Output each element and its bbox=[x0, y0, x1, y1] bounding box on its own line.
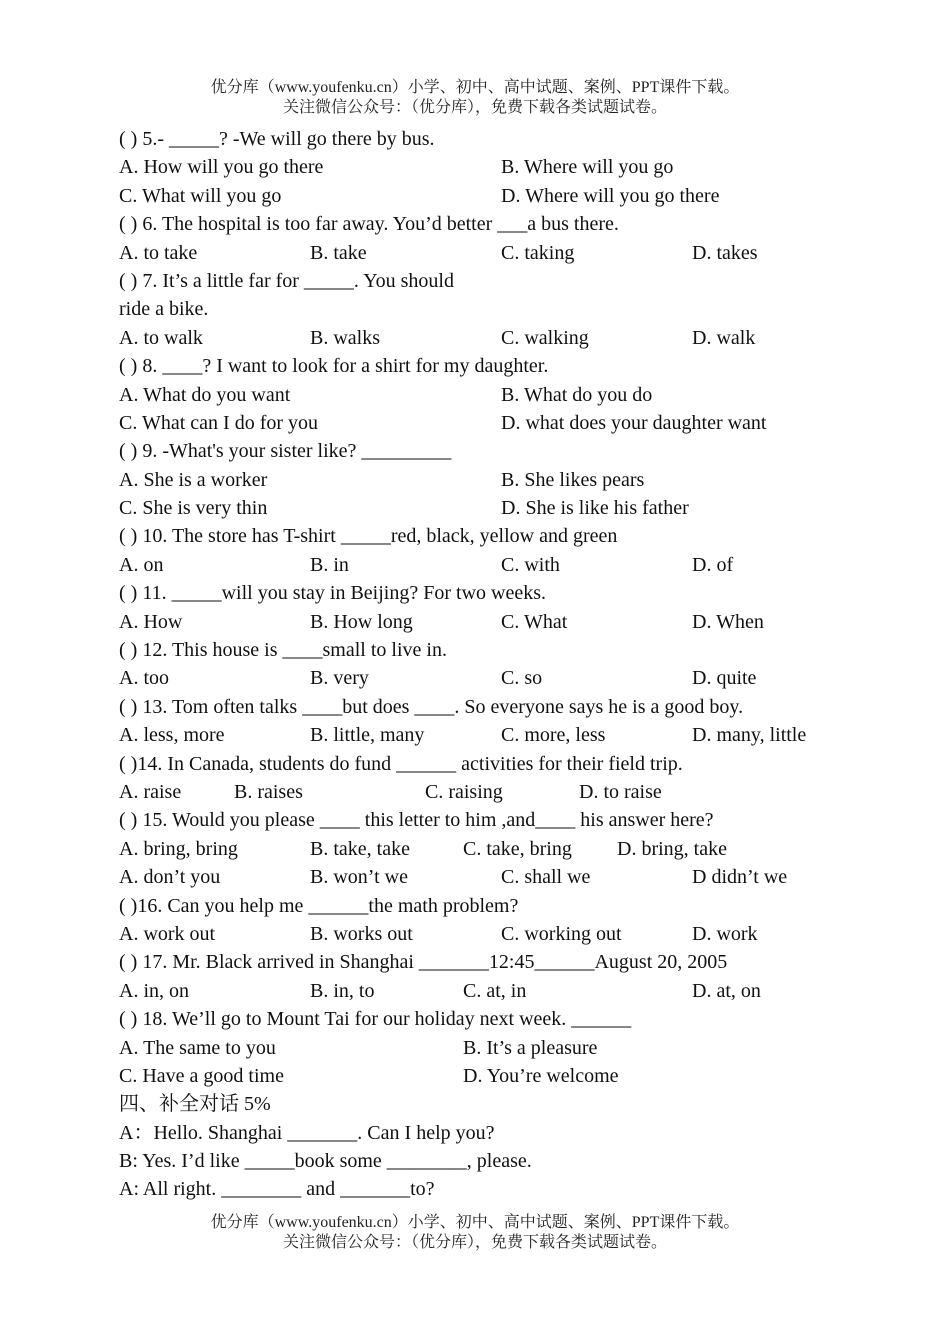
option-b: B. How long bbox=[310, 610, 413, 633]
option-c: C. more, less bbox=[501, 724, 606, 747]
q11-options bbox=[119, 608, 839, 636]
option-b: B. She likes pears bbox=[501, 468, 645, 491]
q18-options-ab bbox=[119, 1034, 839, 1062]
line-text: ( ) 8. ____? I want to look for a shirt for my daughter. bbox=[119, 355, 549, 378]
option-b: D. You’re welcome bbox=[463, 1064, 619, 1087]
option-a: A. How will you go there bbox=[119, 156, 324, 179]
option-b: B. works out bbox=[310, 922, 413, 945]
line-text: ( )16. Can you help me ______the math problem? bbox=[119, 894, 519, 917]
dialog-line-2 bbox=[119, 1147, 839, 1175]
q8-options-cd bbox=[119, 409, 839, 437]
option-c: C. shall we bbox=[501, 866, 591, 889]
q11-stem bbox=[119, 579, 839, 607]
q17-options bbox=[119, 977, 839, 1005]
option-c: C. raising bbox=[425, 780, 503, 803]
page-footer bbox=[0, 1213, 950, 1253]
option-c: C. What bbox=[501, 610, 568, 633]
option-b: B. What do you do bbox=[501, 383, 653, 406]
option-c: C. taking bbox=[501, 241, 575, 264]
option-a: A. too bbox=[119, 667, 169, 690]
q9-options-cd bbox=[119, 494, 839, 522]
line-text: ( ) 12. This house is ____small to live in. bbox=[119, 639, 447, 662]
option-b: D. She is like his father bbox=[501, 497, 689, 520]
line-text: ride a bike. bbox=[119, 298, 209, 321]
q17-stem bbox=[119, 948, 839, 976]
option-c: C. walking bbox=[501, 326, 589, 349]
option-a: C. She is very thin bbox=[119, 497, 268, 520]
option-c: C. so bbox=[501, 667, 543, 690]
option-a: A. to walk bbox=[119, 326, 203, 349]
line-text: ( ) 15. Would you please ____ this letter to him ,and____ his answer here? bbox=[119, 809, 714, 832]
option-b: B. raises bbox=[234, 780, 303, 803]
option-b: D. what does your daughter want bbox=[501, 411, 767, 434]
q14-options bbox=[119, 778, 839, 806]
q9-options-ab bbox=[119, 466, 839, 494]
footer-line-1: 优分库（www.youfenku.cn）小学、初中、高中试题、案例、PPT课件下载。 bbox=[210, 1214, 740, 1231]
option-b: B. in, to bbox=[310, 979, 375, 1002]
option-a: A. in, on bbox=[119, 979, 189, 1002]
option-d: D. of bbox=[692, 553, 734, 576]
q18-stem bbox=[119, 1005, 839, 1033]
q7-stem-cont bbox=[119, 295, 839, 323]
option-a: A. to take bbox=[119, 241, 198, 264]
option-a: A. She is a worker bbox=[119, 468, 268, 491]
option-d: D. at, on bbox=[692, 979, 761, 1002]
section4-heading bbox=[119, 1090, 839, 1118]
line-text: A：Hello. Shanghai _______. Can I help you? bbox=[119, 1121, 495, 1144]
option-a: A. don’t you bbox=[119, 866, 221, 889]
option-b: B. very bbox=[310, 667, 369, 690]
line-text: ( ) 7. It’s a little far for _____. You should bbox=[119, 269, 454, 292]
option-a: C. Have a good time bbox=[119, 1064, 284, 1087]
option-d: D. to raise bbox=[579, 780, 662, 803]
extra-options bbox=[119, 863, 839, 891]
option-a: A. The same to you bbox=[119, 1036, 276, 1059]
line-text: ( ) 9. -What's your sister like? _________ bbox=[119, 440, 452, 463]
footer-line-2: 关注微信公众号：（优分库），免费下载各类试题试卷。 bbox=[282, 1234, 667, 1251]
line-text: ( ) 13. Tom often talks ____but does ____. So everyone says he is a good boy. bbox=[119, 695, 744, 718]
q16-stem bbox=[119, 892, 839, 920]
option-d: D. quite bbox=[692, 667, 757, 690]
option-d: D. When bbox=[692, 610, 764, 633]
q5-stem bbox=[119, 125, 839, 153]
option-d: D. bring, take bbox=[617, 837, 727, 860]
option-c: C. take, bring bbox=[463, 837, 572, 860]
option-b: B. walks bbox=[310, 326, 380, 349]
line-text: ( ) 10. The store has T-shirt _____red, black, yellow and green bbox=[119, 525, 618, 548]
option-a: A. bring, bring bbox=[119, 837, 238, 860]
q15-options bbox=[119, 835, 839, 863]
option-b: B. won’t we bbox=[310, 866, 408, 889]
worksheet-body bbox=[119, 125, 839, 1204]
page-header bbox=[0, 78, 950, 118]
q15-stem bbox=[119, 806, 839, 834]
option-a: A. raise bbox=[119, 780, 182, 803]
q7-options bbox=[119, 324, 839, 352]
line-text: A: All right. ________ and _______to? bbox=[119, 1178, 435, 1201]
option-b: D. Where will you go there bbox=[501, 184, 720, 207]
option-d: D. many, little bbox=[692, 724, 807, 747]
q12-stem bbox=[119, 636, 839, 664]
option-c: C. at, in bbox=[463, 979, 527, 1002]
q16-options bbox=[119, 920, 839, 948]
option-a: A. on bbox=[119, 553, 164, 576]
q8-stem bbox=[119, 352, 839, 380]
option-b: B. little, many bbox=[310, 724, 425, 747]
option-a: A. What do you want bbox=[119, 383, 291, 406]
option-c: C. with bbox=[501, 553, 560, 576]
header-line-1: 优分库（www.youfenku.cn）小学、初中、高中试题、案例、PPT课件下载。 bbox=[210, 79, 740, 96]
option-a: C. What can I do for you bbox=[119, 411, 319, 434]
option-d: D. takes bbox=[692, 241, 758, 264]
q5-options-cd bbox=[119, 182, 839, 210]
option-b: B. Where will you go bbox=[501, 156, 674, 179]
option-b: B. in bbox=[310, 553, 349, 576]
q7-stem bbox=[119, 267, 839, 295]
q8-options-ab bbox=[119, 381, 839, 409]
q10-options bbox=[119, 551, 839, 579]
line-text: 四、补全对话 5% bbox=[119, 1093, 271, 1116]
line-text: ( ) 17. Mr. Black arrived in Shanghai _______12:45______August 20, 2005 bbox=[119, 951, 728, 974]
q10-stem bbox=[119, 522, 839, 550]
q6-stem bbox=[119, 210, 839, 238]
option-c: C. working out bbox=[501, 922, 622, 945]
q6-options bbox=[119, 239, 839, 267]
line-text: ( ) 18. We’ll go to Mount Tai for our holiday next week. ______ bbox=[119, 1008, 632, 1031]
line-text: ( ) 6. The hospital is too far away. You’d better ___a bus there. bbox=[119, 213, 619, 236]
option-b: B. take bbox=[310, 241, 367, 264]
option-a: A. How bbox=[119, 610, 183, 633]
dialog-line-1 bbox=[119, 1119, 839, 1147]
line-text: ( ) 5.- _____? -We will go there by bus. bbox=[119, 128, 435, 150]
q9-stem bbox=[119, 437, 839, 465]
header-line-2: 关注微信公众号：（优分库），免费下载各类试题试卷。 bbox=[282, 99, 667, 116]
option-a: A. work out bbox=[119, 922, 216, 945]
q14-stem bbox=[119, 750, 839, 778]
option-d: D. work bbox=[692, 922, 758, 945]
option-d: D didn’t we bbox=[692, 866, 788, 889]
option-a: C. What will you go bbox=[119, 184, 282, 207]
line-text: B: Yes. I’d like _____book some ________, please. bbox=[119, 1150, 532, 1173]
q12-options bbox=[119, 664, 839, 692]
option-a: A. less, more bbox=[119, 724, 225, 747]
dialog-line-3 bbox=[119, 1175, 839, 1203]
q5-options-ab bbox=[119, 153, 839, 181]
option-b: B. take, take bbox=[310, 837, 410, 860]
q13-options bbox=[119, 721, 839, 749]
q18-options-cd bbox=[119, 1062, 839, 1090]
option-b: B. It’s a pleasure bbox=[463, 1036, 598, 1059]
q13-stem bbox=[119, 693, 839, 721]
option-d: D. walk bbox=[692, 326, 756, 349]
line-text: ( ) 11. _____will you stay in Beijing? For two weeks. bbox=[119, 582, 546, 605]
line-text: ( )14. In Canada, students do fund ______ activities for their field trip. bbox=[119, 752, 683, 775]
